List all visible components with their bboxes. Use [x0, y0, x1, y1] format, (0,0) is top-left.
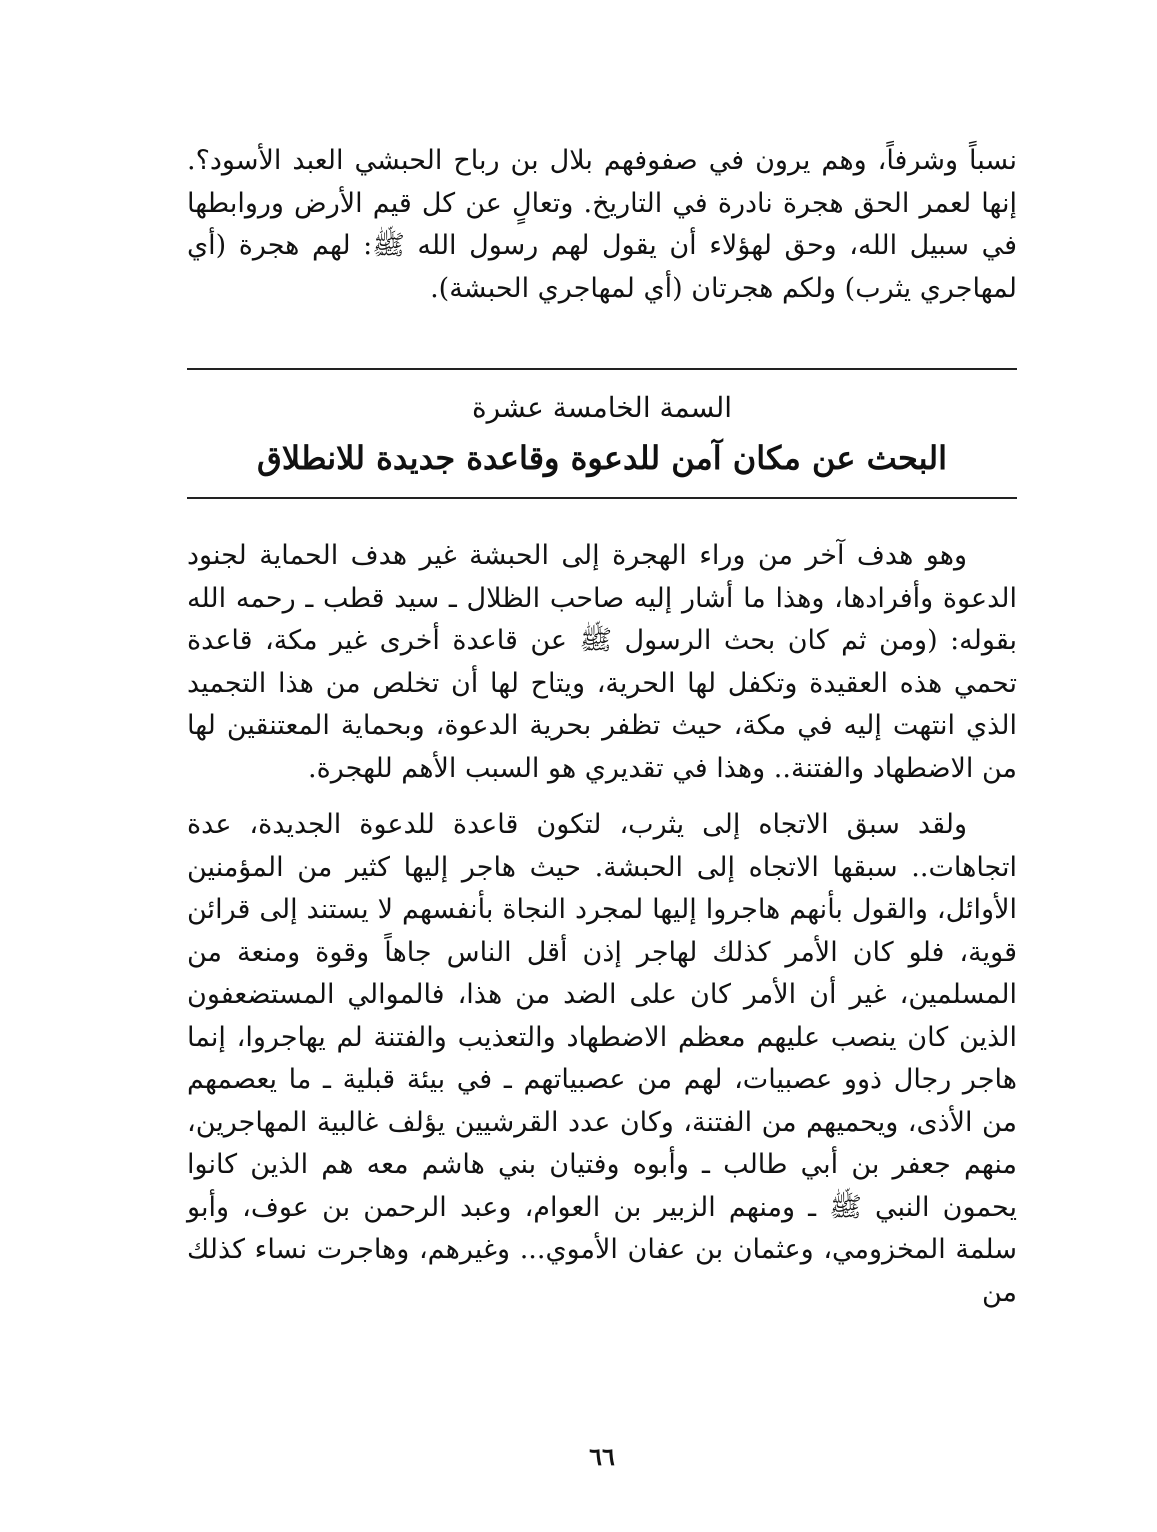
body-paragraph-2: ولقد سبق الاتجاه إلى يثرب، لتكون قاعدة للدعوة الجديدة، عدة اتجاهات.. سبقها الاتجاه إلى الحبشة. حيث هاجر إليها كثير من المؤمنين الأوائل، والقول بأنهم هاجروا إليها لمجرد النجاة بأنفسهم لا يستند إلى قرائن قوية، فلو كان الأمر كذلك لهاجر إذن أقل الناس جاهاً وقوة ومنعة من المسلمين، غير أن الأمر كان على الضد من هذا، فالموالي المستضعفون الذين كان ينصب عليهم معظم الاضطهاد والتعذيب والفتنة لم يهاجروا، إنما هاجر رجال ذوو عصبيات، لهم من عصبياتهم ـ في بيئة قبلية ـ ما يعصمهم من الأذى، ويحميهم من الفتنة، وكان عدد القرشيين يؤلف غالبية المهاجرين، منهم جعفر بن أبي طالب ـ وأبوه وفتيان بني هاشم معه هم الذين كانوا يحمون النبي ﷺ ـ ومنهم الزبير بن العوام، وعبد الرحمن بن عوف، وأبو سلمة المخزومي، وعثمان بن عفان الأموي... وغيرهم، وهاجرت نساء كذلك من [187, 809, 1017, 1308]
section-divider-top [187, 368, 1017, 370]
section-divider-bottom [187, 497, 1017, 499]
intro-paragraph: نسباً وشرفاً، وهم يرون في صفوفهم بلال بن رباح الحبشي العبد الأسود؟. إنها لعمر الحق هجرة نادرة في التاريخ. وتعالٍ عن كل قيم الأرض وروابطها في سبيل الله، وحق لهؤلاء أن يقول لهم رسول الله ﷺ: لهم هجرة (أي لمهاجري يثرب) ولكم هجرتان (أي لمهاجري الحبشة). [187, 145, 1017, 304]
page-number: ٦٦ [589, 1442, 615, 1471]
intro-paragraph-block [187, 140, 1017, 310]
body-text-block [187, 535, 1017, 1314]
body-paragraph-1: وهو هدف آخر من وراء الهجرة إلى الحبشة غير هدف الحماية لجنود الدعوة وأفرادها، وهذا ما أشار إليه صاحب الظلال ـ سيد قطب ـ رحمه الله بقوله: (ومن ثم كان بحث الرسول ﷺ عن قاعدة أخرى غير مكة، قاعدة تحمي هذه العقيدة وتكفل لها الحرية، ويتاح لها أن تخلص من هذا التجميد الذي انتهت إليه في مكة، حيث تظفر بحرية الدعوة، وبحماية المعتنقين لها من الاضطهاد والفتنة.. وهذا في تقديري هو السبب الأهم للهجرة. [187, 540, 1017, 784]
section-title-heading: البحث عن مكان آمن للدعوة وقاعدة جديدة للانطلاق [257, 439, 947, 477]
section-number-heading: السمة الخامسة عشرة [472, 391, 732, 424]
